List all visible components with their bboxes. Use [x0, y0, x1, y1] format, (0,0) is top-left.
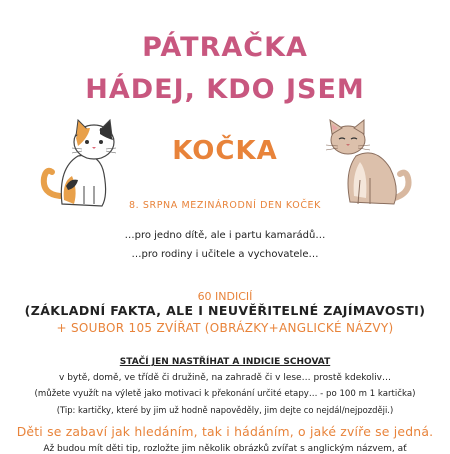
animal-name: KOČKA: [172, 136, 278, 166]
usage-line: (můžete využít na výletě jako motivaci k překonání určité etapy… - po 100 m 1 kartička): [34, 389, 416, 399]
audience-line-1: …pro jedno dítě, ale i partu kamarádů…: [124, 230, 326, 241]
pictures-line: + SOUBOR 105 ZVÍŘAT (OBRÁZKY+ANGLICKÉ NÁZVY): [56, 321, 394, 335]
clue-count: 60 INDICIÍ: [197, 290, 253, 303]
audience-line-2: …pro rodiny i učitele a vychovatele…: [131, 249, 319, 260]
tip-line: (Tip: kartičky, které by jim už hodně napověděly, jim dejte co nejdál/nejpozději.): [56, 405, 394, 415]
title-line-2: HÁDEJ, KDO JSEM: [85, 74, 365, 105]
instructions-headline: STAČÍ JEN NASTŘÍHAT A INDICIE SCHOVAT: [119, 357, 331, 367]
places-line: v bytě, domě, ve třídě či družině, na zahradě či v lese… prostě kdekoliv…: [59, 373, 391, 383]
title-line-1: PÁTRAČKA: [142, 32, 308, 63]
cut-off-line: Až budou mít děti tip, rozložte jim několik obrázků zvířat s anglickým názvem, ať: [43, 444, 407, 454]
facts-line: (ZÁKLADNÍ FAKTA, ALE I NEUVĚŘITELNÉ ZAJÍMAVOSTI): [24, 303, 426, 318]
date-line: 8. SRPNA MEZINÁRODNÍ DEN KOČEK: [128, 200, 321, 211]
beige-cat-illustration: [316, 116, 416, 206]
fun-line: Děti se zabaví jak hledáním, tak i hádáním, o jaké zvíře se jedná.: [16, 424, 434, 439]
